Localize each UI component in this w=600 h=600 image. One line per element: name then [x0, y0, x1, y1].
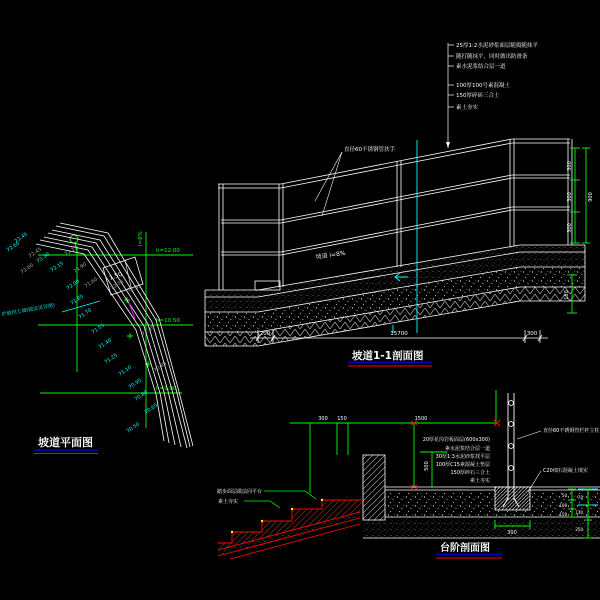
spot-label: 71.55: [90, 322, 106, 336]
axis-level-label: h=10.50: [156, 318, 180, 324]
step-stairs: [218, 499, 363, 559]
dim-label: 15700: [390, 331, 408, 337]
step-right-notes: [517, 427, 599, 492]
step-note: 20厚花岗岩板面层(600x300): [422, 437, 490, 443]
ramp-note: 150厚碎砖三合土: [456, 93, 500, 99]
platform-note-label: 72.35: [126, 283, 143, 294]
dim-label: 100: [559, 503, 567, 508]
axis-level-label: h=9.00: [156, 386, 177, 392]
slope-direction-label: i=8%: [138, 231, 144, 246]
step-note: 150厚碎石三合土: [450, 470, 490, 476]
dim-label: 500: [424, 461, 430, 471]
ramp-plan-lines: [36, 223, 193, 448]
step-section-view: [217, 390, 600, 559]
spot-label: 71.10: [117, 364, 133, 378]
gray-label: 71.35: [140, 324, 156, 338]
step-section-title-block: [436, 541, 502, 558]
spot-label: 71.70: [77, 307, 93, 321]
step-note: 素土夯实: [469, 478, 490, 484]
spot-label: 70.65: [143, 402, 159, 416]
ramp-slope-label: 坡道 i=8%: [315, 249, 347, 261]
dim-label: 150: [564, 290, 570, 300]
gray-label: 71.60: [83, 276, 99, 290]
spot-label: 72.60: [5, 240, 21, 254]
dim-label: 300: [507, 530, 517, 536]
ramp-section-title: 坡道1-1剖面图: [352, 350, 424, 362]
wall-note-label: 护坡挡土墙(做法见详图): [1, 302, 56, 318]
gray-label: 72.15: [63, 244, 79, 258]
dim-label: 150: [559, 512, 567, 517]
ramp-section-title-block: [348, 349, 432, 366]
dim-label: 300: [318, 416, 328, 422]
gray-label: 72.35: [109, 278, 125, 292]
post-label: 直径60不锈钢管栏杆立柱: [543, 428, 600, 434]
dim-label: 200: [259, 331, 271, 337]
spot-label: 71.40: [97, 337, 113, 351]
ramp-notes-block: [446, 41, 538, 148]
ramp-note: 素水泥浆结合层一道: [456, 64, 506, 70]
step-notes-block: [423, 436, 490, 484]
plan-title-block: [34, 435, 98, 454]
step-note: 30厚1:3水泥砂浆找平层: [435, 454, 490, 460]
gray-label: 70.85: [152, 360, 168, 374]
spot-label: 72.30: [35, 251, 51, 265]
ramp-section-view: [205, 41, 594, 366]
dim-label: 150: [337, 416, 347, 422]
step-note: 100厚C15素混凝土垫层: [435, 462, 490, 468]
spot-label: 71.85: [69, 293, 85, 307]
soil-note: 素土夯实: [218, 499, 239, 505]
ramp-note: 随打随抹平，同时做出防滑条: [456, 54, 528, 60]
dim-label: 50: [561, 493, 567, 498]
plan-view: [1, 223, 193, 454]
ramp-note: 25厚1:2水泥砂浆面层随捣随抹平: [456, 43, 538, 49]
gray-label: 72.45: [27, 246, 43, 260]
dim-label: 70: [577, 495, 583, 500]
spot-label: 72.15: [49, 260, 65, 274]
spot-label: 70.95: [127, 377, 143, 391]
platform-level-label: 1.50: [108, 270, 124, 282]
step-finish-note: 踏步面层做法同平台: [216, 489, 262, 495]
dim-label: 1500: [414, 416, 428, 422]
handrail-label: 直径60不锈钢管扶手: [344, 147, 395, 153]
ramp-note: 100厚100号素混凝土: [456, 83, 510, 89]
gray-label: 71.90: [72, 261, 88, 275]
dim-label: 300: [567, 192, 573, 202]
plan-title: 坡道平面图: [38, 436, 93, 449]
footing-label: C20细石混凝土填实: [543, 468, 588, 474]
spot-label: 70.50: [125, 421, 141, 435]
step-left-notes: [217, 488, 316, 508]
dim-label: 900: [588, 192, 594, 202]
step-note: 素水泥浆结合层一道: [444, 446, 490, 452]
dim-label: 300: [567, 161, 573, 171]
dim-label: 130: [575, 510, 583, 515]
axis-level-label: h=12.00: [156, 248, 180, 254]
gray-label: 72.00: [19, 262, 35, 276]
step-section-title: 台阶剖面图: [440, 543, 490, 554]
spot-label: 72.00: [65, 278, 81, 292]
spot-label: 71.25: [103, 352, 119, 366]
dim-label: 250: [575, 527, 583, 532]
spot-label: 72.45: [13, 231, 29, 245]
dim-label: 300: [526, 331, 538, 337]
ramp-note: 素土夯实: [456, 105, 479, 111]
spot-label: 70.80: [133, 389, 149, 403]
dim-label: 300: [567, 223, 573, 233]
